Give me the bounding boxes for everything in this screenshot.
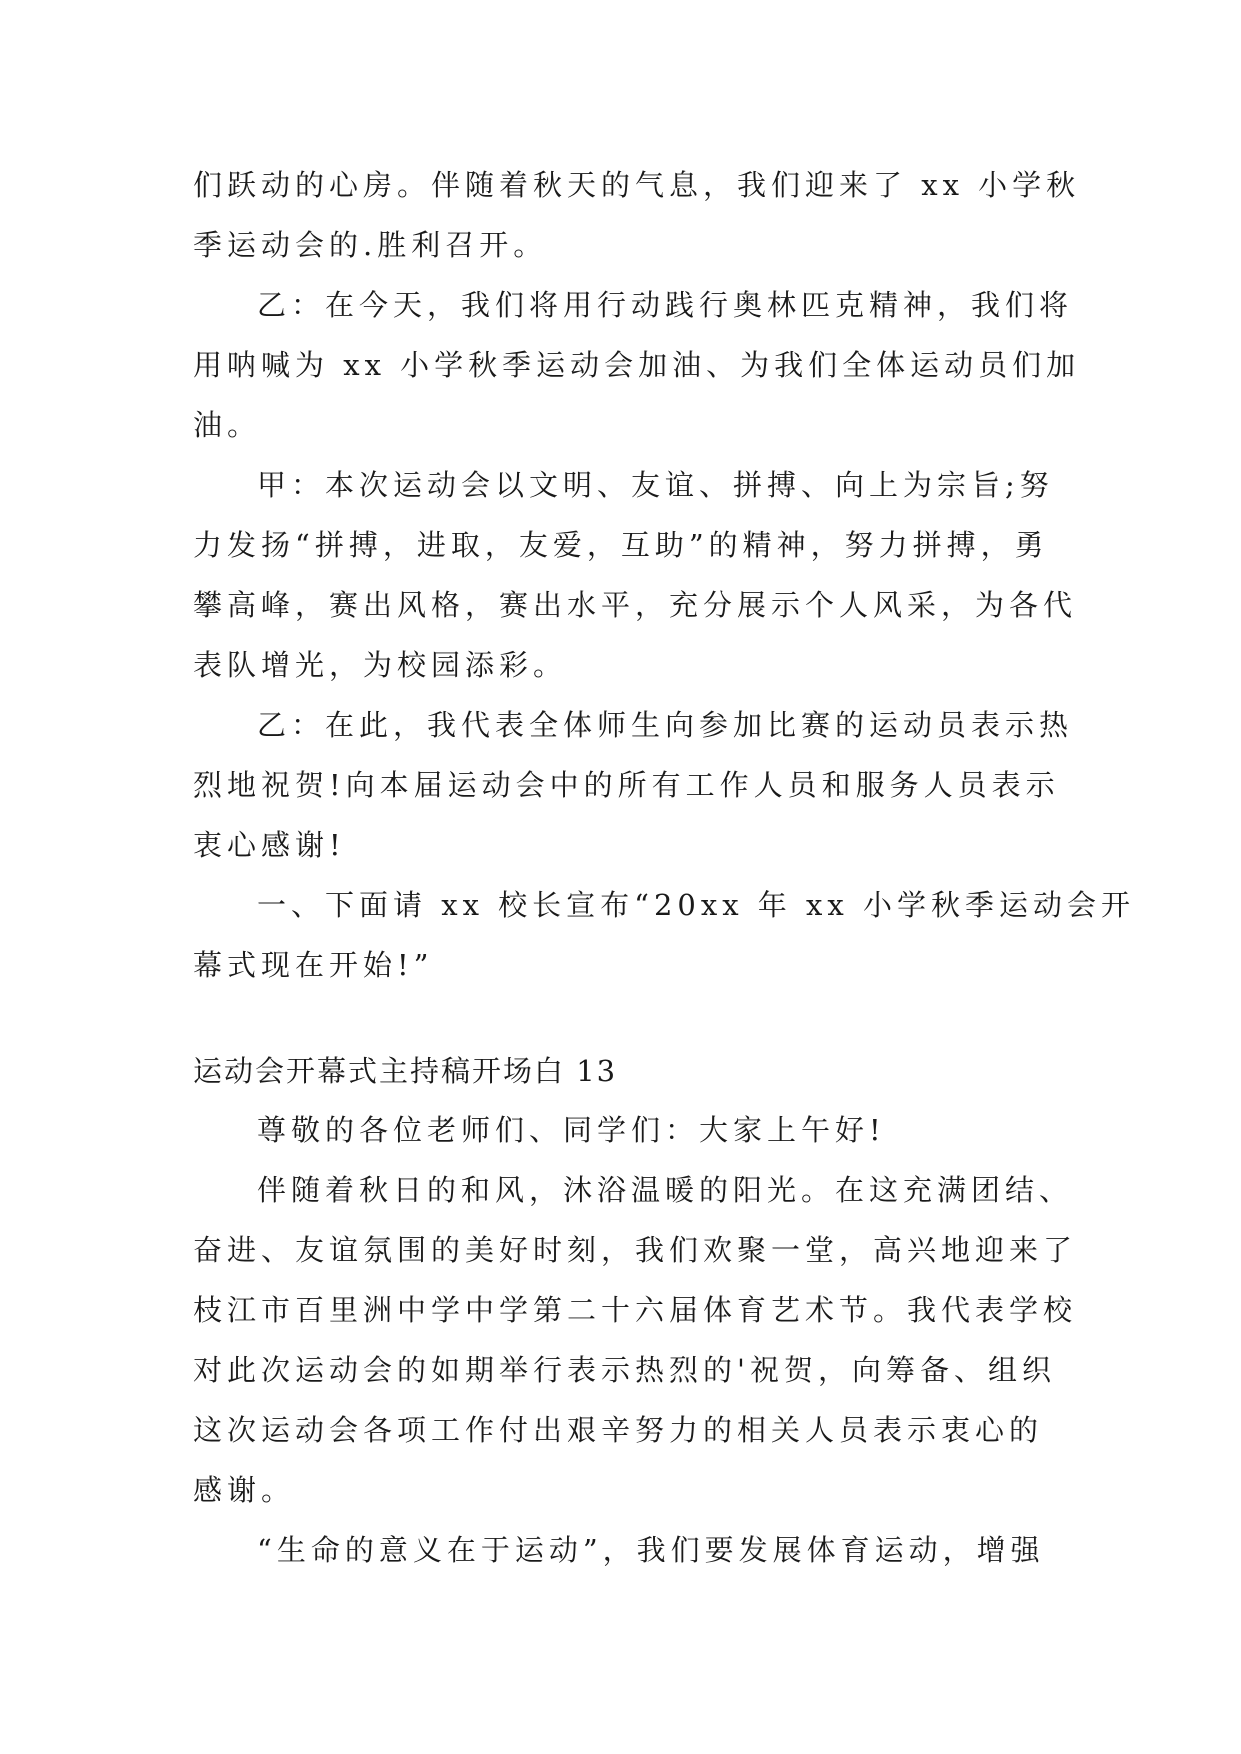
text-line: 枝江市百里洲中学中学第二十六届体育艺术节。我代表学校 (193, 1293, 1078, 1327)
text-line: 对此次运动会的如期举行表示热烈的'祝贺，向筹备、组织 (193, 1353, 1056, 1387)
text-line: 一、下面请 xx 校长宣布“20xx 年 xx 小学秋季运动会开 (257, 888, 1135, 922)
text-line: 们跃动的心房。伴随着秋天的气息，我们迎来了 xx 小学秋 (193, 168, 1081, 202)
text-line: 这次运动会各项工作付出艰辛努力的相关人员表示衷心的 (193, 1413, 1044, 1447)
text-line: 伴随着秋日的和风，沐浴温暖的阳光。在这充满团结、 (257, 1173, 1074, 1207)
text-line: 用呐喊为 xx 小学秋季运动会加油、为我们全体运动员们加 (193, 348, 1081, 382)
section-title: 运动会开幕式主持稿开场白 13 (193, 1054, 618, 1088)
greeting-line: 尊敬的各位老师们、同学们：大家上午好! (257, 1113, 886, 1147)
text-line: 乙：在今天，我们将用行动践行奥林匹克精神，我们将 (257, 288, 1074, 322)
text-line: 幕式现在开始!” (193, 948, 434, 982)
text-line: 乙：在此，我代表全体师生向参加比赛的运动员表示热 (257, 708, 1074, 742)
text-line: 力发扬“拼搏，进取，友爱，互助”的精神，努力拼搏，勇 (193, 528, 1049, 562)
text-line: 油。 (193, 408, 262, 442)
text-line: 攀高峰，赛出风格，赛出水平，充分展示个人风采，为各代 (193, 588, 1078, 622)
text-line: 表队增光，为校园添彩。 (193, 648, 568, 682)
text-line: 感谢。 (193, 1473, 296, 1507)
text-line: 烈地祝贺!向本届运动会中的所有工作人员和服务人员表示 (193, 768, 1060, 802)
text-line: “生命的意义在于运动”，我们要发展体育运动，增强 (257, 1533, 1045, 1567)
text-line: 季运动会的.胜利召开。 (193, 228, 548, 262)
text-line: 衷心感谢! (193, 828, 346, 862)
text-line: 奋进、友谊氛围的美好时刻，我们欢聚一堂，高兴地迎来了 (193, 1233, 1078, 1267)
text-line: 甲：本次运动会以文明、友谊、拼搏、向上为宗旨;努 (257, 468, 1054, 502)
